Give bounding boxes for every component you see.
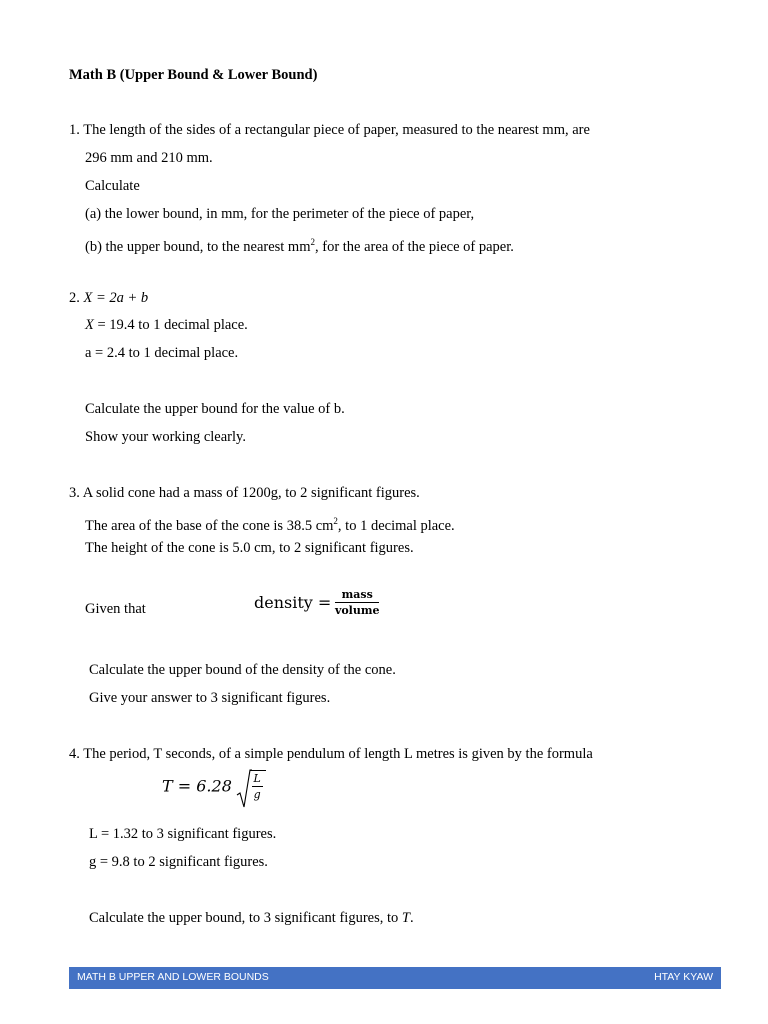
q4-L-line: L = 1.32 to 3 significant figures. xyxy=(89,826,277,842)
q1-superscript: 2 xyxy=(310,237,315,247)
q3-line-1: 3. A solid cone had a mass of 1200g, to 2 significant figures. xyxy=(69,485,420,501)
footer-title: MATH B UPPER AND LOWER BOUNDS xyxy=(77,971,269,983)
q2-line-2 xyxy=(85,316,248,334)
footer-author: HTAY KYAW xyxy=(654,971,713,983)
q2-line-5: Show your working clearly. xyxy=(85,429,246,445)
q3-given: Given that xyxy=(85,601,146,617)
q2-line-3: a = 2.4 to 1 decimal place. xyxy=(85,345,239,361)
period-fraction xyxy=(252,772,263,801)
q1-line-5 xyxy=(85,233,514,256)
page-title: Math B (Upper Bound & Lower Bound) xyxy=(69,67,318,83)
q4-calc-variable: T xyxy=(401,910,410,926)
q3-calc: Calculate the upper bound of the density of the cone. xyxy=(89,662,396,678)
period-denominator: g xyxy=(253,788,261,801)
q2-line-4: Calculate the upper bound for the value of b. xyxy=(85,401,345,417)
q2-x-value: = 19.4 to 1 decimal place. xyxy=(93,317,248,333)
page-footer xyxy=(69,967,721,989)
q1-line-2: 296 mm and 210 mm. xyxy=(85,150,213,166)
q4-line-1: 4. The period, T seconds, of a simple pendulum of length L metres is given by the formula xyxy=(69,746,593,762)
q1-line-1: 1. The length of the sides of a rectangular piece of paper, measured to the nearest mm, are xyxy=(69,122,590,138)
q2-number: 2. xyxy=(69,290,84,306)
period-numerator: L xyxy=(253,772,261,785)
q2-line-1 xyxy=(69,289,148,307)
q1-line-3: Calculate xyxy=(85,178,140,194)
q4-calc-text: Calculate the upper bound, to 3 significant figures, to xyxy=(89,910,402,926)
square-root xyxy=(236,771,266,801)
q4-calc xyxy=(89,909,414,927)
q4-g-line: g = 9.8 to 2 significant figures. xyxy=(89,854,268,870)
q3-line-2-end: , to 1 decimal place. xyxy=(337,517,455,534)
q3-line-2 xyxy=(85,512,455,535)
density-numerator: mass xyxy=(335,588,380,603)
radical-sign-icon xyxy=(236,769,252,809)
period-formula xyxy=(162,771,266,801)
q3-line-2-text: The area of the base of the cone is 38.5 cm xyxy=(85,517,334,534)
period-formula-lhs: T = 6.28 xyxy=(162,776,232,796)
density-denominator: volume xyxy=(334,604,380,617)
density-formula xyxy=(254,588,379,617)
q3-superscript: 2 xyxy=(333,516,338,526)
q2-equation: X = 2a + b xyxy=(83,290,149,306)
q1-line-5-end: , for the area of the piece of paper. xyxy=(315,238,514,255)
density-fraction xyxy=(335,588,380,617)
q4-calc-end: . xyxy=(409,910,414,926)
q2-x-variable: X xyxy=(85,317,94,333)
q3-line-3: The height of the cone is 5.0 cm, to 2 significant figures. xyxy=(85,540,414,556)
density-formula-lhs: density = xyxy=(254,593,332,612)
q1-line-5-text: (b) the upper bound, to the nearest mm xyxy=(85,238,311,255)
q1-line-4: (a) the lower bound, in mm, for the perimeter of the piece of paper, xyxy=(85,206,475,222)
q3-give: Give your answer to 3 significant figures. xyxy=(89,690,331,706)
